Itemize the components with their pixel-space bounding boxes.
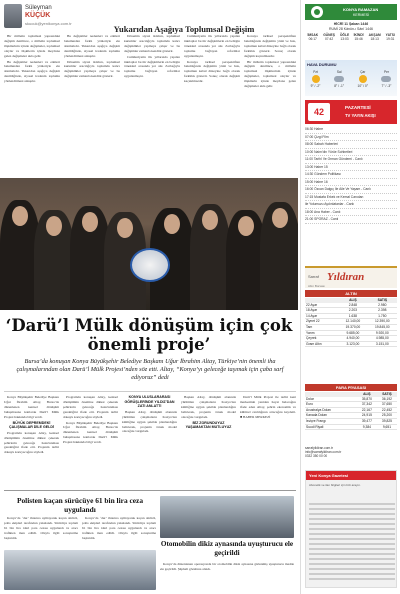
- story-paragraph: Konya Büyükşehir Belediye Başkanı Uğur İbrahim Altay, Bursa’da düzenlenen kentsel dönüşüm buluşmasına katılarak Darü’l Mülk Projesi hakkında bilgi verdi.: [4, 395, 59, 419]
- ad-title: KONYA RAMAZAN: [343, 7, 379, 12]
- prayer-time: 15:46: [354, 36, 363, 41]
- gold-header: ALIŞ: [338, 298, 367, 303]
- weather-box: [305, 60, 397, 96]
- prayer-time: 19:31: [386, 36, 395, 41]
- right-column: [300, 0, 400, 594]
- weather-day: [354, 70, 371, 92]
- weather-temp: 8° / -1°: [334, 84, 345, 88]
- contact-line: sarrafyildiran.com.tr: [305, 446, 333, 450]
- contact-line: info@sarrafyildiran.com.tr: [305, 450, 342, 455]
- contact-line: 0332 350 00 00: [305, 454, 328, 459]
- column-paragraph: Konuya tarihsel perspektiften bakıldığında değişimin yönü ve hızı, toplumun kabul düzeyine bağlı olarak farklılık gösterir. Sonuç olarak değişim kaçınılmazdır.: [244, 34, 296, 58]
- schedule-item: 08:00 Sabah Haberleri: [305, 141, 397, 149]
- weather-day-label: Çar: [360, 70, 366, 74]
- prayer-header: İKİNDİ: [353, 32, 364, 37]
- column-paragraph: Bir milletin toplumsal yapısındaki değişim denilince, o milletin toplumsal ilişkilerinin içinde değişmeler, toplumsal olaylar ve ilişkilerin içinde meydana gelen değişmeler akla gelir.: [4, 34, 60, 58]
- cloud-icon: [334, 76, 344, 82]
- divider: [4, 490, 296, 491]
- prayer-header: YATSI: [385, 32, 395, 37]
- story-paragraph: Konya’da düzenlenen operasyonda bir otomobilin dikiz aynasına gizlenmiş uyuşturucu madde ele geçirildi. Şüpheli gözaltına alındı.: [160, 562, 294, 571]
- prayer-subtitle: RUMİ 28 Kânûn-ı Sânî 1446: [329, 26, 373, 31]
- column-text-4: [184, 34, 240, 174]
- column-paragraph: Bu değişimler nedenleri ve etkileri bakımından farklı yönleriyle ele alınmalıdır. Yukarıdan aşağıya değişim denildiğinde, siyasal iradenin toplumu yönlendirmesi anlaşılır.: [4, 59, 60, 84]
- prayer-header: İMSAK: [307, 32, 319, 37]
- award-plaque: [130, 248, 170, 282]
- main-text-4: [181, 395, 236, 487]
- column-paragraph: Dönemin siyasi iktidarı, toplumsal kurumlar aracılığıyla toplumda kalıcı değişiklikler yapmaya çalışır ve bu değişimler zamanla kendini gösterir.: [64, 59, 120, 79]
- tv-banner: [305, 100, 397, 124]
- table-row: Suudi Riyali 9,384 9,651: [305, 424, 397, 430]
- main-text-2: [63, 395, 118, 487]
- story-paragraph: Konya’da ‘dur’ ihtarına uymayarak kaçan sürücü, polis ekipleri tarafından yakalandı. Sürücüye toplam 61 bin lira idari para cezası uygulandı ve aracı trafikten men edildi. Olayla ilgili soruşturma başlatıldı.: [82, 516, 156, 540]
- prayer-times: [305, 22, 397, 58]
- schedule-item: 14:30 Gündem Politikası: [305, 171, 397, 179]
- weather-day: [307, 70, 324, 92]
- prayer-time: 07:42: [324, 36, 334, 41]
- prayer-time: 18:13: [370, 36, 379, 41]
- table-row: Dolar 35,870 36,192: [305, 397, 397, 402]
- schedule-item: 17:15 Mustafa Erkek ve Kemal Canıdan: [305, 194, 397, 202]
- sarraf-ad[interactable]: [305, 266, 397, 288]
- schedule-item: ile Yolumuzu Aydınlatanlar - Canlı: [305, 201, 397, 209]
- columnist-first-name: Süleyman: [25, 5, 52, 11]
- schedule-item: 21:00 SPORAZ - Canlı: [305, 216, 397, 224]
- table-row: Gram Altın 3.123,00 3.151,00: [305, 341, 397, 347]
- weather-day: [331, 70, 348, 92]
- column-headline: Yukarıdan Aşağıya Toplumsal Değişim: [113, 24, 255, 34]
- prayer-title: HİCRİ 11 Şaban 1446: [333, 22, 369, 26]
- table-row: Tam 19.370,00 19.845,00: [305, 324, 397, 330]
- schedule-item: 13:00 Haber 15: [305, 164, 397, 172]
- columnist-byline: [4, 4, 72, 30]
- story-paragraph: Konya Büyükşehir Belediye Başkanı Uğur İbrahim Altay, Bursa’da düzenlenen kentsel dönüşüm buluşmasına katılarak Darü’l Mülk Projesi hakkında bilgi verdi.: [63, 420, 118, 445]
- column-text-5: [244, 34, 296, 174]
- subhead: BİZ ZORUNDUYUZ YAŞAMAKTAN MUTLUYUZ: [185, 420, 232, 430]
- main-text-1: [4, 395, 59, 487]
- main-headline: ‘Darü’l Mülk dönüşüm için çok önemli proje’: [5, 316, 293, 354]
- column-paragraph: Dönemin siyasi iktidarı, toplumsal kurumlar aracılığıyla toplumda kalıcı değişiklikler yapmaya çalışır ve bu değişimler zamanla kendini gösterir.: [124, 34, 180, 53]
- ad-subtitle: KERMESİ: [353, 13, 370, 17]
- table-row: Avustralya Doları 22,167 22,452: [305, 407, 397, 413]
- column-paragraph: Bir milletin toplumsal yapısındaki değişim denilince, o milletin toplumsal ilişkilerinin içinde değişmeler, toplumsal olaylar ve ilişkilerin içinde meydana gelen değişmeler akla gelir.: [244, 59, 296, 89]
- story-paragraph: Başkan Altay, dönüşüm alanında yürütülen çalışmaların Konya’nın kimliğine uygun şekilde planlandığını belirterek, projenin örnek model olacağını vurguladı.: [122, 409, 177, 434]
- story2-photo: [4, 550, 156, 590]
- main-deck: Bursa’da konuşan Konya Büyükşehir Belediye Başkanı Uğur İbrahim Altay, Türkiye’nin önemli iha çalışmalarından olan Darü’l Mülk Projesi’nden söz etti. Altay, “Konya’yı geleceğe taşımak için çaba sarf ediyoruz” dedi: [16, 358, 284, 381]
- subhead: KONYA ULUSLARARASI GÖRÜŞLERİNDE YILDIZ’DAN ZATI ANLATTI: [124, 395, 175, 409]
- prayer-header: AKŞAM: [368, 32, 381, 37]
- prayer-table: [305, 33, 397, 41]
- sarraf-contact: [305, 446, 397, 459]
- sarraf-prefix: Sarraf: [308, 274, 319, 279]
- prayer-header: GÜNEŞ: [323, 32, 335, 37]
- weather-day-label: Pzt: [313, 70, 318, 74]
- prayer-time: 13:03: [340, 36, 349, 41]
- tv-title: TV YAYIN AKIŞI: [345, 113, 376, 118]
- currency-table: [305, 392, 397, 430]
- schedule-item: 10:00 Naim’din Yürüe Sohbetleri: [305, 149, 397, 157]
- schedule-item: 07:00 Çizgi Film: [305, 134, 397, 142]
- table-row: İsviçre Frangı 39,477 39,825: [305, 418, 397, 424]
- tv-schedule: [305, 126, 397, 224]
- weather-day-label: Per: [383, 70, 389, 74]
- table-row: Çeyrek 4.940,00 4.985,00: [305, 336, 397, 342]
- weather-temp: 10° / 0°: [357, 84, 369, 88]
- schedule-item: 06:30 Habre: [305, 126, 397, 134]
- currency-header: ALIŞ: [357, 392, 377, 397]
- column-paragraph: Konuya tarihsel perspektiften bakıldığında değişimin yönü ve hızı, toplumun kabul düzeyine bağlı olarak farklılık gösterir. Sonuç olarak değişim kaçınılmazdır.: [184, 59, 240, 84]
- story3-text: [160, 562, 294, 590]
- weather-temp: 7° / -3°: [381, 84, 392, 88]
- gold-table: [305, 298, 397, 347]
- subscription-ad[interactable]: [305, 470, 397, 588]
- currency-header: SATIŞ: [377, 392, 397, 397]
- ad-text: Abonelik ve ilan bilgileri için bizi arayın.: [309, 483, 361, 487]
- currency-title: PARA PİYASASI: [305, 384, 397, 391]
- story-paragraph: Darü’l Mülk Projesi ile tarihi kent merkezinin yeniden hayat bulacağını ifade eden Altay, şehrin ekonomik ve kültürel canlılığının artacağını kaydetti. ■ HABER MERKEZİ: [240, 395, 296, 419]
- column-paragraph: Cumhuriyetin ilk yıllarında yapılan inkılaplar bu tür değişimlerin en belirgin örnekleri arasında yer alır. Zarbağıyla toplumu bağlayan reformlar uygulanmıştır.: [184, 34, 240, 58]
- table-row: Yarım 9.685,00 9.920,00: [305, 330, 397, 336]
- sarraf-sub: Altın Borsası: [308, 284, 326, 288]
- tv-day: PAZARTESİ: [345, 105, 371, 110]
- columnist-photo: [4, 4, 22, 28]
- main-text-5: [240, 395, 296, 487]
- ramadan-ad[interactable]: [305, 4, 397, 20]
- schedule-item: 15:00 Habre 16: [305, 179, 397, 187]
- group-photo: [0, 178, 298, 310]
- sun-icon: [359, 75, 367, 83]
- ad-head: Yeni Konya Gazetesi: [306, 471, 396, 480]
- table-row: Euro 37,342 37,650: [305, 402, 397, 408]
- table-row: 14 Ayar 1.638 1.750: [305, 313, 397, 319]
- column-text-1: [4, 34, 60, 174]
- divider: [4, 391, 296, 392]
- table-row: 22 Ayar 2.848 2.980: [305, 303, 397, 308]
- prayer-header: ÖĞLE: [339, 32, 350, 37]
- weather-title: HAVA DURUMU: [307, 62, 337, 67]
- gold-title: ALTIN: [305, 290, 397, 297]
- column-text-2: [64, 34, 120, 174]
- sarraf-name: Yıldıran: [327, 271, 365, 283]
- columnist-last-name: KÜÇÜK: [25, 12, 51, 19]
- column-paragraph: Bu değişimler nedenleri ve etkileri bakımından farklı yönleriyle ele alınmalıdır. Yukarıdan aşağıya değişim denildiğinde, siyasal iradenin toplumu yönlendirmesi anlaşılır.: [64, 34, 120, 58]
- schedule-item: 16:00 Özcan Dalgıç İle Aile Ve Yaşam - Canlı: [305, 186, 397, 194]
- gold-header: SATIŞ: [368, 298, 397, 303]
- table-row: 18 Ayar 2.203 2.398: [305, 308, 397, 314]
- story-paragraph: Başkan Altay, dönüşüm alanında yürütülen çalışmaların Konya’nın kimliğine uygun şekilde planlandığını belirterek, projenin örnek model olacağını vurguladı.: [181, 395, 236, 419]
- subhead: BÜYÜK DEPREMDEKİ ÇALIŞMALAR DİLE GELDİ: [9, 420, 54, 430]
- columnist-email: skucuk@yenikonya.com.tr: [25, 21, 72, 26]
- prayer-time: 06:17: [308, 36, 317, 41]
- story3-photo: [160, 496, 294, 538]
- tv-logo: 42: [308, 103, 330, 121]
- story3-headline: Otomobilin dikiz aynasında uyuşturucu ele geçirildi: [160, 540, 294, 557]
- weather-day: [378, 70, 395, 92]
- cloud-icon: [381, 76, 391, 82]
- story-paragraph: Programda konuşan Altay, kentsel dönüşümün önemine dikkat çekerek şehirlerin geleceğe hazırlanması gerektiğini ifade etti. Projenin tarihi dokuyu koruyacağını söyledi.: [4, 430, 59, 455]
- schedule-item: 18:00 Ana Haber - Canlı: [305, 209, 397, 217]
- schedule-item: 11:00 Tarihî Ve Orman Gündemi - Canlı: [305, 156, 397, 164]
- story-paragraph: Programda konuşan Altay, kentsel dönüşümün önemine dikkat çekerek şehirlerin geleceğe hazırlanması gerektiğini ifade etti. Projenin tarihi dokuyu koruyacağını söyledi.: [63, 395, 118, 419]
- weather-temp: 9° / -2°: [310, 84, 321, 88]
- story-paragraph: Konya’da ‘dur’ ihtarına uymayarak kaçan sürücü, polis ekipleri tarafından yakalandı. Sürücüye toplam 61 bin lira idari para cezası uygulandı ve aracı trafikten men edildi. Olayla ilgili soruşturma başlatıldı.: [4, 516, 78, 540]
- story2-headline: Polisten kaçan sürücüye 61 bin lira ceza uygulandı: [16, 496, 144, 514]
- story2-text-1: [4, 516, 78, 546]
- main-text-3: [122, 395, 177, 487]
- sun-icon: [312, 75, 320, 83]
- story2-text-2: [82, 516, 156, 546]
- column-paragraph: Cumhuriyetin ilk yıllarında yapılan inkılaplar bu tür değişimlerin en belirgin örnekleri arasında yer alır. Zarbağıyla toplumu bağlayan reformlar uygulanmıştır.: [124, 54, 180, 79]
- table-row: Ziynet 22 12.140,00 12.390,00: [305, 319, 397, 325]
- weather-day-label: Sal: [336, 70, 342, 74]
- column-text-3: [124, 34, 180, 174]
- crescent-icon: [311, 6, 323, 18]
- table-row: Kanada Doları 24,915 25,200: [305, 413, 397, 419]
- ad-placeholder-lines: [309, 503, 395, 583]
